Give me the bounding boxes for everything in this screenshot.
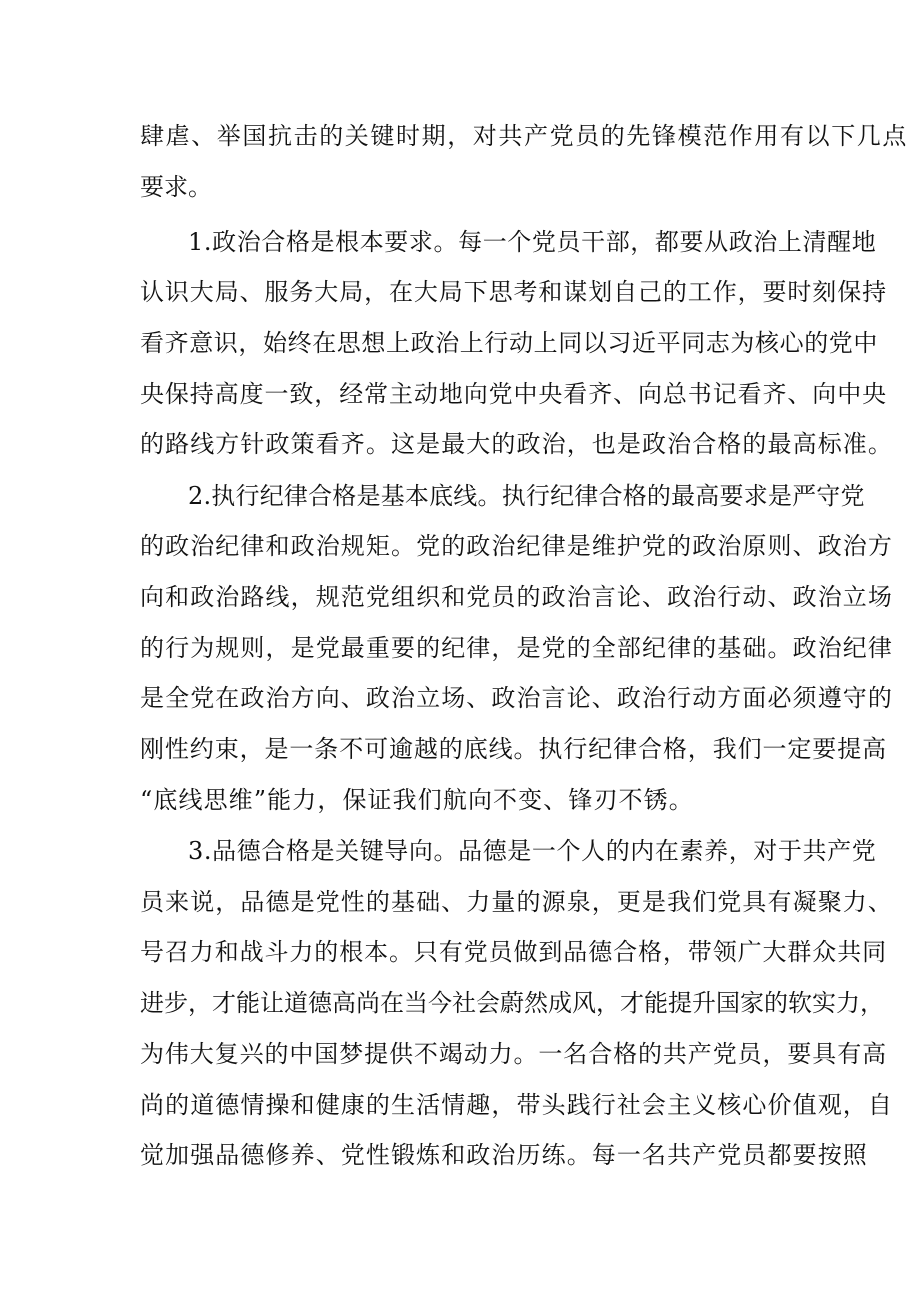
text-line: 要求。 xyxy=(140,173,212,201)
text-line: 号召力和战斗力的根本。只有党员做到品德合格，带领广大群众共同 xyxy=(140,938,887,966)
text-line: 向和政治路线，规范党组织和党员的政治言论、政治行动、政治立场 xyxy=(140,583,893,611)
paragraph-1-heading-line: 1.政治合格是根本要求。每一个党员干部，都要从政治上清醒地 xyxy=(188,228,877,256)
paragraph-2-heading-line: 2.执行纪律合格是基本底线。执行纪律合格的最高要求是严守党 xyxy=(188,482,865,510)
text-line: 是全党在政治方向、政治立场、政治言论、政治行动方面必须遵守的 xyxy=(140,684,893,712)
text-line: 央保持高度一致，经常主动地向党中央看齐、向总书记看齐、向中央 xyxy=(140,380,887,408)
text-line: 刚性约束，是一条不可逾越的底线。执行纪律合格，我们一定要提高 xyxy=(140,735,887,763)
text-line: 肆虐、举国抗击的关键时期，对共产党员的先锋模范作用有以下几点 xyxy=(140,122,908,150)
text-line: 进步，才能让道德高尚在当今社会蔚然成风，才能提升国家的软实力， xyxy=(140,989,884,1017)
text-line: 的路线方针政策看齐。这是最大的政治，也是政治合格的最高标准。 xyxy=(140,430,893,458)
text-line: 认识大局、服务大局，在大局下思考和谋划自己的工作，要时刻保持 xyxy=(140,278,887,306)
text-line: 觉加强品德修养、党性锻炼和政治历练。每一名共产党员都要按照 xyxy=(140,1141,868,1169)
text-line: 的政治纪律和政治规矩。党的政治纪律是维护党的政治原则、政治方 xyxy=(140,532,893,560)
text-line: 尚的道德情操和健康的生活情趣，带头践行社会主义核心价值观，自 xyxy=(140,1091,893,1119)
text-line: 看齐意识，始终在思想上政治上行动上同以习近平同志为核心的党中 xyxy=(140,329,878,357)
text-line: 为伟大复兴的中国梦提供不竭动力。一名合格的共产党员，要具有高 xyxy=(140,1040,887,1068)
paragraph-3-heading-line: 3.品德合格是关键导向。品德是一个人的内在素养，对于共产党 xyxy=(188,837,877,865)
text-line: “底线思维”能力，保证我们航向不变、锋刃不锈。 xyxy=(140,786,694,814)
text-line: 员来说，品德是党性的基础、力量的源泉，更是我们党具有凝聚力、 xyxy=(140,888,893,916)
text-line: 的行为规则，是党最重要的纪律，是党的全部纪律的基础。政治纪律 xyxy=(140,634,893,662)
